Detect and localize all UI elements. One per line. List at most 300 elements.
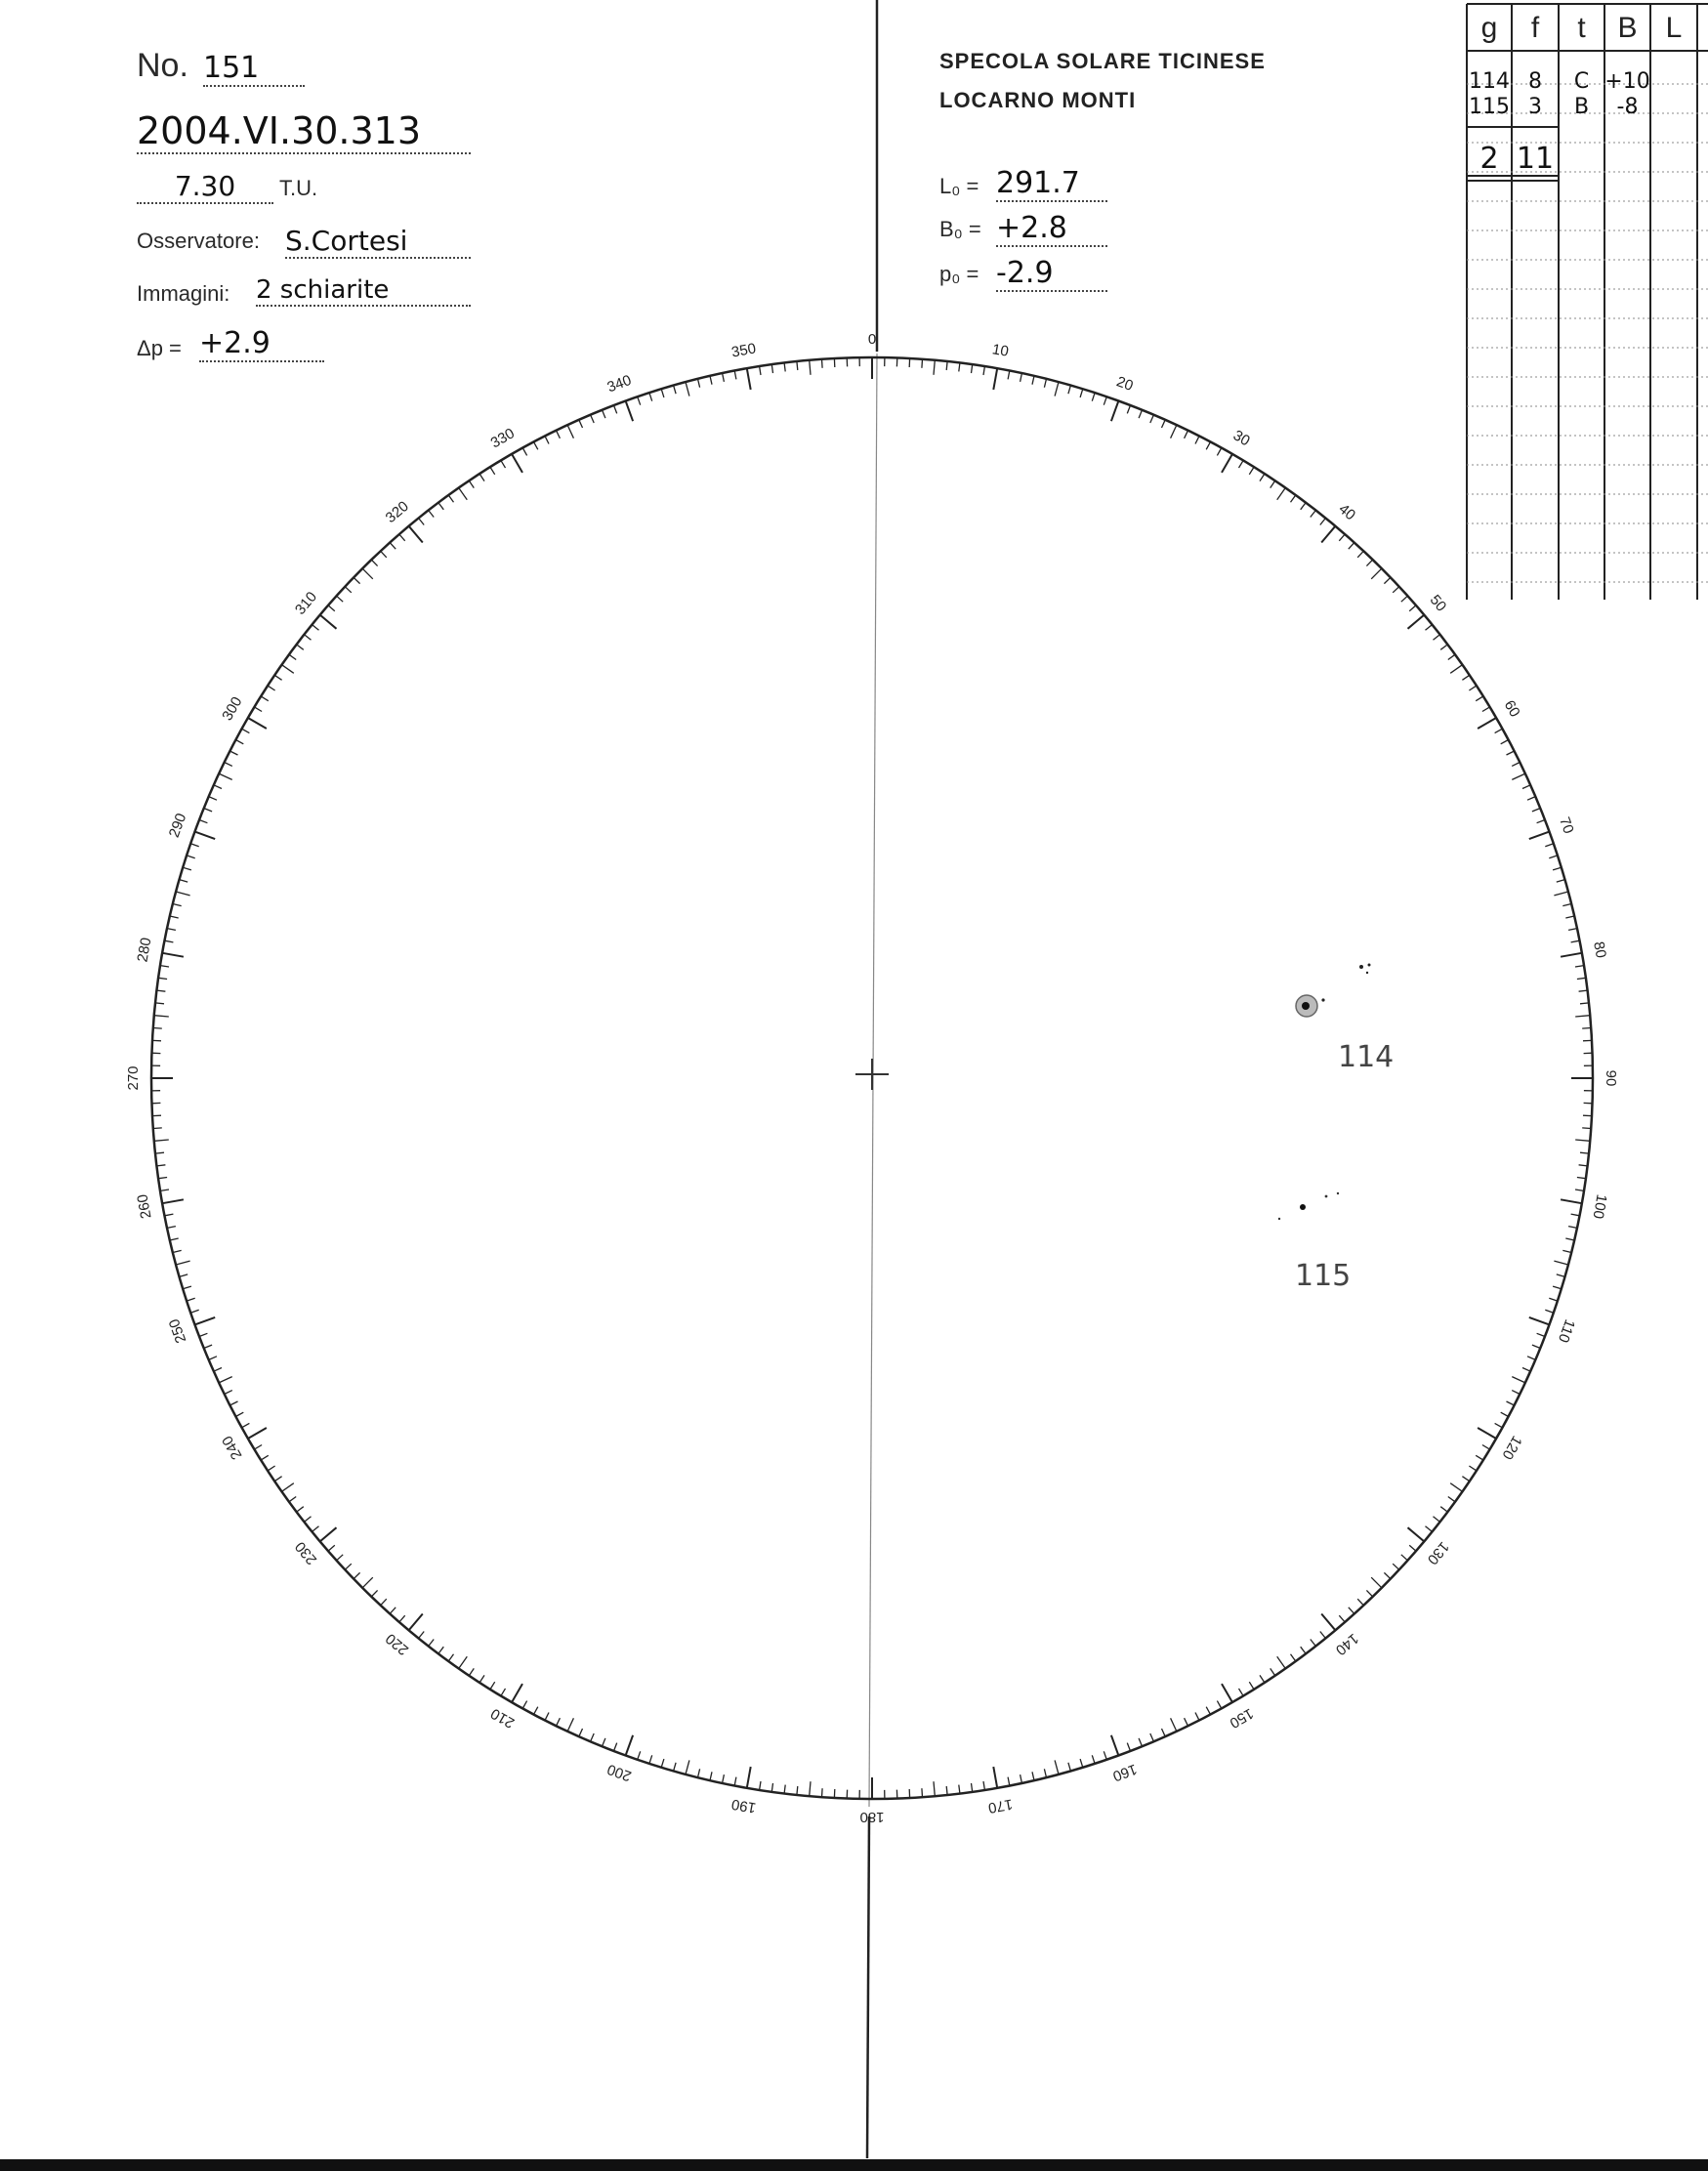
limb-tick xyxy=(1462,675,1469,680)
limb-label-40: 40 xyxy=(1335,500,1359,524)
limb-tick xyxy=(1080,389,1083,397)
limb-tick xyxy=(409,1614,423,1631)
limb-tick xyxy=(242,1423,250,1427)
observer-label: Osservatore: xyxy=(137,229,260,253)
limb-tick xyxy=(1529,1317,1550,1325)
limb-tick xyxy=(1021,373,1022,382)
limb-tick xyxy=(248,1428,267,1439)
table-header-L: L xyxy=(1665,12,1683,44)
limb-tick xyxy=(1150,1733,1154,1741)
table-cell: C xyxy=(1573,69,1590,94)
limb-label-350: 350 xyxy=(729,340,758,361)
institution-location: LOCARNO MONTI xyxy=(939,88,1137,112)
date-value: 2004.VI.30.313 xyxy=(137,109,471,154)
table-header-g: g xyxy=(1480,12,1498,44)
limb-tick xyxy=(209,797,217,801)
limb-tick xyxy=(1217,1701,1221,1709)
limb-tick xyxy=(1512,1391,1520,1395)
limb-tick xyxy=(157,990,166,991)
limb-tick xyxy=(1532,809,1540,812)
limb-tick xyxy=(469,1668,474,1675)
limb-tick xyxy=(1529,832,1550,840)
limb-tick xyxy=(469,480,474,487)
limb-tick xyxy=(419,519,425,525)
limb-tick xyxy=(1478,1428,1496,1439)
limb-tick xyxy=(235,740,243,744)
limb-tick xyxy=(320,1527,337,1541)
limb-tick xyxy=(1384,1572,1391,1578)
limb-tick xyxy=(1575,966,1584,967)
limb-tick xyxy=(183,867,191,870)
limb-tick xyxy=(167,929,176,931)
limb-tick xyxy=(1434,1517,1440,1523)
limb-tick xyxy=(261,1455,269,1460)
limb-tick xyxy=(1537,820,1545,823)
limb-label-20: 20 xyxy=(1114,373,1136,395)
limb-tick xyxy=(362,568,373,579)
group-table xyxy=(1467,4,1708,600)
limb-tick xyxy=(1150,415,1154,423)
limb-tick xyxy=(204,1345,212,1348)
limb-tick xyxy=(1582,1128,1591,1129)
limb-tick xyxy=(1426,625,1433,631)
limb-tick xyxy=(1561,1199,1582,1203)
limb-tick xyxy=(1408,615,1425,629)
limb-tick xyxy=(1476,1455,1483,1460)
limb-tick xyxy=(1366,1590,1372,1597)
limb-tick xyxy=(289,654,296,659)
limb-tick xyxy=(614,405,617,413)
limb-tick xyxy=(1301,1647,1306,1653)
limb-label-150: 150 xyxy=(1227,1704,1257,1732)
limb-tick xyxy=(1575,1016,1590,1017)
limb-tick xyxy=(165,940,174,942)
sunspot-114-dot-b xyxy=(1359,965,1363,969)
limb-tick xyxy=(723,373,725,382)
table-cell: B xyxy=(1573,95,1590,119)
limb-tick xyxy=(1055,382,1059,397)
limb-tick xyxy=(170,1238,179,1240)
limb-tick xyxy=(603,1738,605,1746)
limb-tick xyxy=(1104,397,1106,405)
limb-tick xyxy=(686,382,689,397)
sunspot-115-dot-b xyxy=(1325,1195,1328,1198)
limb-label-340: 340 xyxy=(604,371,634,397)
table-header-f: f xyxy=(1530,12,1540,44)
limb-label-330: 330 xyxy=(487,425,518,452)
limb-tick xyxy=(176,892,190,896)
limb-tick xyxy=(225,1391,232,1395)
limb-tick xyxy=(626,401,634,422)
limb-label-0: 0 xyxy=(867,330,877,348)
limb-tick xyxy=(160,966,169,967)
limb-tick xyxy=(1440,1507,1447,1512)
limb-tick xyxy=(1349,543,1354,550)
limb-tick xyxy=(591,415,595,423)
limb-tick xyxy=(162,1199,184,1203)
limb-tick xyxy=(1021,1774,1022,1783)
limb-tick xyxy=(771,1783,772,1792)
limb-tick xyxy=(501,1689,506,1696)
limb-tick xyxy=(1111,401,1119,422)
limb-tick xyxy=(1291,495,1296,502)
limb-tick xyxy=(649,1755,652,1764)
limb-tick xyxy=(1579,1165,1588,1166)
limb-label-80: 80 xyxy=(1590,939,1609,960)
limb-tick xyxy=(747,1767,751,1788)
limb-tick xyxy=(1055,1760,1059,1774)
limb-label-260: 260 xyxy=(134,1192,155,1221)
limb-tick xyxy=(567,1718,573,1732)
limb-label-120: 120 xyxy=(1498,1433,1525,1463)
table-cell: -8 xyxy=(1616,95,1639,119)
limb-tick xyxy=(723,1774,725,1783)
limb-tick xyxy=(268,1466,275,1471)
limb-tick xyxy=(282,665,294,674)
limb-tick xyxy=(1579,990,1588,991)
limb-tick xyxy=(1507,1401,1515,1405)
limb-tick xyxy=(282,1483,294,1492)
limb-tick xyxy=(1393,587,1399,593)
limb-tick xyxy=(1512,1377,1525,1383)
limb-tick xyxy=(972,1783,973,1792)
limb-tick xyxy=(1320,1632,1326,1639)
limb-tick xyxy=(614,1743,617,1751)
limb-tick xyxy=(1462,1477,1469,1482)
limb-tick xyxy=(983,1781,984,1790)
limb-tick xyxy=(1185,431,1188,438)
limb-tick xyxy=(345,587,352,593)
limb-tick xyxy=(1371,568,1382,579)
limb-tick xyxy=(479,474,484,481)
limb-tick xyxy=(1527,1357,1535,1360)
limb-tick xyxy=(1401,596,1408,602)
limb-tick xyxy=(219,773,232,779)
table-header-t: t xyxy=(1577,12,1586,44)
limb-tick xyxy=(1577,1178,1586,1179)
limb-tick xyxy=(1545,844,1554,847)
limb-tick xyxy=(1291,1654,1296,1661)
number-label: No. xyxy=(137,47,188,84)
limb-tick xyxy=(1495,729,1503,732)
limb-tick xyxy=(155,1003,164,1004)
limb-tick xyxy=(1409,1545,1416,1551)
limb-tick xyxy=(183,1286,191,1289)
limb-tick xyxy=(545,436,549,443)
table-cell: 3 xyxy=(1528,95,1542,119)
limb-tick xyxy=(154,1140,169,1141)
limb-tick xyxy=(771,364,772,373)
limb-label-290: 290 xyxy=(165,811,190,840)
table-cell: 115 xyxy=(1469,95,1510,119)
limb-tick xyxy=(710,1772,712,1780)
limb-tick xyxy=(1554,1261,1568,1265)
limb-tick xyxy=(261,696,269,701)
limb-tick xyxy=(810,1781,811,1796)
limb-label-280: 280 xyxy=(134,936,155,964)
limb-tick xyxy=(1409,605,1416,611)
limb-tick xyxy=(337,596,344,602)
limb-tick xyxy=(674,386,677,395)
sunspot-114-dot-c xyxy=(1368,964,1371,967)
limb-label-60: 60 xyxy=(1500,697,1523,721)
limb-tick xyxy=(822,359,823,368)
limb-tick xyxy=(1092,1755,1095,1764)
limb-tick xyxy=(1450,665,1462,674)
limb-label-170: 170 xyxy=(986,1795,1015,1816)
limb-tick xyxy=(354,577,360,583)
limb-tick xyxy=(304,1517,311,1523)
ephemeris-l0-value: 291.7 xyxy=(996,166,1107,202)
limb-tick xyxy=(248,718,267,729)
limb-label-310: 310 xyxy=(291,588,321,618)
limb-tick xyxy=(1032,376,1034,385)
limb-tick xyxy=(993,368,997,390)
limb-tick xyxy=(153,1128,162,1129)
limb-tick xyxy=(1554,892,1568,896)
limb-tick xyxy=(170,916,179,918)
limb-tick xyxy=(760,1781,761,1790)
limb-tick xyxy=(534,441,538,449)
limb-tick xyxy=(1476,696,1483,701)
limb-tick xyxy=(1339,534,1345,541)
limb-tick xyxy=(1448,1497,1455,1502)
limb-tick xyxy=(328,1545,335,1551)
sunspot-114-umbra xyxy=(1302,1002,1310,1010)
limb-tick xyxy=(289,1497,296,1502)
limb-tick xyxy=(229,751,237,755)
limb-tick xyxy=(242,729,250,732)
limb-tick xyxy=(157,1165,166,1166)
limb-tick xyxy=(1301,503,1306,510)
time-value: 7.30 xyxy=(137,170,273,204)
limb-tick xyxy=(1092,393,1095,401)
limb-tick xyxy=(1249,467,1254,475)
limb-tick xyxy=(710,376,712,385)
limb-tick xyxy=(1401,1555,1408,1561)
limb-tick xyxy=(649,393,652,401)
limb-tick xyxy=(1371,1577,1382,1588)
limb-tick xyxy=(567,425,573,438)
limb-tick xyxy=(1571,1214,1580,1216)
limb-label-180: 180 xyxy=(859,1809,885,1826)
limb-tick xyxy=(165,1214,174,1216)
limb-tick xyxy=(959,363,960,372)
limb-tick xyxy=(1537,1333,1545,1336)
limb-tick xyxy=(1561,953,1582,957)
limb-tick xyxy=(1217,448,1221,456)
limb-tick xyxy=(1195,436,1199,443)
limb-tick xyxy=(195,1317,216,1325)
limb-tick xyxy=(1512,773,1525,779)
limb-tick xyxy=(1162,1729,1166,1736)
limb-tick xyxy=(1434,635,1440,641)
limb-tick xyxy=(219,1377,232,1383)
limb-tick xyxy=(1185,1718,1188,1726)
group-label-115: 115 xyxy=(1295,1259,1352,1293)
limb-tick xyxy=(158,1178,167,1179)
limb-tick xyxy=(534,1707,538,1715)
table-cell: 114 xyxy=(1469,69,1510,94)
axis-bottom xyxy=(867,1816,869,2158)
limb-tick xyxy=(1357,551,1363,558)
limb-label-160: 160 xyxy=(1110,1760,1140,1785)
limb-tick xyxy=(154,1016,169,1017)
limb-tick xyxy=(214,785,222,789)
limb-tick xyxy=(993,1767,997,1788)
limb-tick xyxy=(1426,1526,1433,1532)
limb-tick xyxy=(381,551,387,558)
limb-tick xyxy=(1448,654,1455,659)
limb-tick xyxy=(734,1777,736,1786)
limb-tick xyxy=(1080,1759,1083,1768)
limb-tick xyxy=(173,904,182,906)
limb-tick xyxy=(1277,488,1286,500)
limb-tick xyxy=(1450,1483,1462,1492)
limb-tick xyxy=(268,686,275,690)
limb-tick xyxy=(1549,856,1558,858)
limb-tick xyxy=(972,364,973,373)
limb-label-220: 220 xyxy=(382,1629,412,1659)
limb-tick xyxy=(674,1763,677,1772)
limb-tick xyxy=(1239,1689,1244,1696)
limb-label-210: 210 xyxy=(487,1704,518,1732)
limb-tick xyxy=(1206,1707,1210,1715)
limb-tick xyxy=(438,503,443,510)
limb-tick xyxy=(1127,405,1130,413)
limb-tick xyxy=(1557,880,1565,883)
sunspot-group-114 xyxy=(1296,964,1371,1018)
limb-tick xyxy=(1408,1527,1425,1541)
limb-tick xyxy=(155,1152,164,1153)
limb-tick xyxy=(320,615,337,629)
limb-tick xyxy=(1008,371,1010,380)
observer-value: S.Cortesi xyxy=(285,225,471,259)
limb-tick xyxy=(512,1684,522,1702)
limb-tick xyxy=(1568,929,1577,931)
limb-tick xyxy=(354,1572,360,1578)
number-value: 151 xyxy=(203,51,305,87)
bottom-band xyxy=(0,2159,1708,2171)
limb-tick xyxy=(557,1718,561,1726)
limb-tick xyxy=(173,1250,182,1252)
group-label-114: 114 xyxy=(1338,1040,1395,1074)
limb-tick xyxy=(1571,940,1580,942)
limb-tick xyxy=(686,1760,689,1774)
limb-tick xyxy=(784,1785,785,1794)
limb-tick xyxy=(1557,1274,1565,1277)
limb-tick xyxy=(760,366,761,375)
limb-label-240: 240 xyxy=(219,1433,246,1463)
limb-tick xyxy=(1277,1656,1286,1668)
limb-tick xyxy=(225,763,232,767)
limb-tick xyxy=(1522,1368,1530,1372)
limb-tick xyxy=(490,1682,495,1690)
limb-tick xyxy=(1575,1140,1590,1141)
limb-tick xyxy=(934,360,935,375)
limb-label-140: 140 xyxy=(1332,1629,1362,1659)
limb-tick xyxy=(1044,379,1046,388)
limb-tick xyxy=(1580,1003,1589,1004)
limb-tick xyxy=(1366,560,1372,566)
limb-tick xyxy=(459,1656,468,1668)
limb-tick xyxy=(1349,1607,1354,1614)
limb-tick xyxy=(1139,410,1142,418)
limb-tick xyxy=(1222,454,1232,473)
limb-tick xyxy=(1068,386,1071,395)
limb-tick xyxy=(1320,519,1326,525)
limb-tick xyxy=(1171,1718,1177,1732)
limb-label-300: 300 xyxy=(219,693,246,724)
limb-tick xyxy=(187,1298,195,1301)
limb-tick xyxy=(638,1751,641,1760)
limb-tick xyxy=(1522,785,1530,789)
limb-tick xyxy=(1440,645,1447,649)
ephemeris-l0-label: L₀ = xyxy=(939,174,979,198)
limb-tick xyxy=(1195,1713,1199,1721)
table-total: 11 xyxy=(1516,142,1555,176)
images-label: Immagini: xyxy=(137,281,230,306)
limb-tick xyxy=(1239,460,1244,468)
sunspot-group-115 xyxy=(1278,1192,1339,1220)
limb-label-10: 10 xyxy=(990,341,1011,360)
limb-tick xyxy=(381,1599,387,1606)
limb-tick xyxy=(187,856,195,858)
time-unit: T.U. xyxy=(279,176,318,200)
limb-tick xyxy=(371,1590,377,1597)
limb-tick xyxy=(1582,1028,1591,1029)
limb-tick xyxy=(235,1412,243,1416)
limb-label-110: 110 xyxy=(1554,1316,1578,1345)
limb-tick xyxy=(1171,425,1177,438)
institution-name: SPECOLA SOLARE TICINESE xyxy=(939,49,1266,73)
limb-tick xyxy=(399,1615,405,1622)
table-cell: 8 xyxy=(1528,69,1542,94)
limb-label-70: 70 xyxy=(1556,814,1577,836)
limb-tick xyxy=(337,1555,344,1561)
limb-tick xyxy=(501,460,506,468)
limb-tick xyxy=(1478,718,1496,729)
sunspot-115-dot-a xyxy=(1278,1218,1280,1220)
limb-tick xyxy=(1044,1769,1046,1777)
limb-tick xyxy=(1271,1668,1275,1675)
limb-tick xyxy=(557,431,561,438)
sunspot-115-main xyxy=(1300,1204,1306,1210)
limb-tick xyxy=(180,1274,188,1277)
limb-tick xyxy=(1260,474,1265,481)
table-header-B: B xyxy=(1617,12,1638,44)
limb-tick xyxy=(190,1310,199,1313)
limb-tick xyxy=(345,1564,352,1569)
table-cell: +10 xyxy=(1604,69,1650,94)
limb-tick xyxy=(591,1733,595,1741)
limb-tick xyxy=(1507,751,1515,755)
limb-label-200: 200 xyxy=(604,1760,634,1785)
limb-label-190: 190 xyxy=(729,1795,758,1816)
limb-label-320: 320 xyxy=(382,497,412,527)
limb-tick xyxy=(490,467,495,475)
limb-tick xyxy=(362,1577,373,1588)
limb-tick xyxy=(209,1357,217,1360)
limb-tick xyxy=(1384,577,1391,583)
limb-tick xyxy=(922,1788,923,1797)
delta-p-label: Δp = xyxy=(137,336,182,360)
limb-tick xyxy=(438,1647,443,1653)
limb-tick xyxy=(934,1781,935,1796)
limb-tick xyxy=(1495,1423,1503,1427)
limb-tick xyxy=(983,366,984,375)
limb-tick xyxy=(784,363,785,372)
